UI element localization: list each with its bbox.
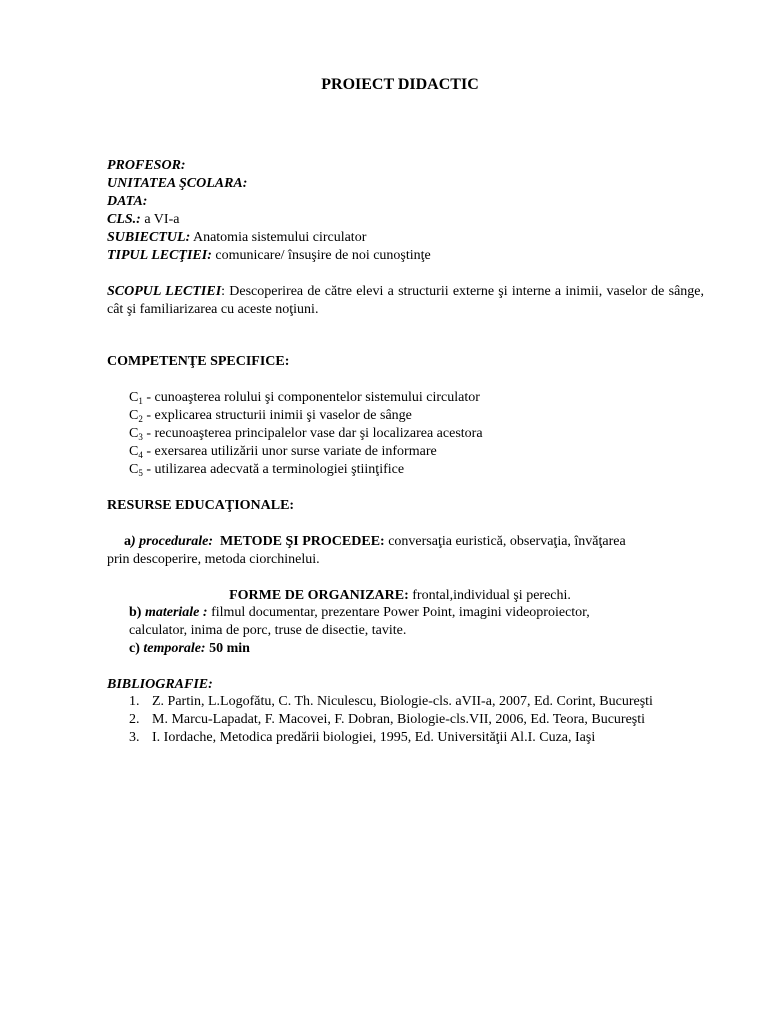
metode-label: METODE ŞI PROCEDEE:: [220, 534, 385, 549]
temporale-label: temporale:: [139, 641, 206, 656]
cls-label: CLS.:: [107, 212, 141, 227]
unitatea-line: [107, 175, 727, 193]
materiale-text-continued: calculator, inima de porc, truse de disectie, tavite.: [129, 623, 407, 638]
data-label: DATA:: [107, 194, 148, 209]
competente-title: COMPETENŢE SPECIFICE:: [107, 354, 290, 369]
forme-line: [0, 587, 768, 605]
scopul-label: SCOPUL LECTIEI: [107, 284, 222, 299]
subiectul-label: SUBIECTUL:: [107, 230, 191, 245]
bibliografie-text: M. Marcu-Lapadat, F. Macovei, F. Dobran, Biologie-cls.VII, 2006, Ed. Teora, Bucureşti: [152, 712, 646, 727]
cls-value: a VI-a: [140, 212, 180, 227]
competenta-code: C: [129, 390, 139, 405]
competenta-code: C: [129, 444, 139, 459]
competenta-sub: 2: [138, 414, 143, 424]
profesor-label: PROFESOR:: [107, 158, 186, 173]
bibliografie-number: 3.: [129, 730, 140, 745]
competenta-item: [129, 407, 483, 425]
competenta-sub: 4: [138, 450, 143, 460]
temporale-line: [129, 640, 250, 658]
subiectul-value: Anatomia sistemului circulator: [190, 230, 367, 245]
scopul-paragraph: [107, 283, 704, 319]
materiale-text: filmul documentar, prezentare Power Point, imagini videoproiector,: [207, 605, 590, 620]
temporale-value: 50 min: [205, 641, 250, 656]
tipul-value: comunicare/ însuşire de noi cunoştinţe: [211, 248, 431, 263]
competenta-item: [129, 443, 483, 461]
header-block: [107, 157, 727, 265]
procedurale-label: ) procedurale:: [131, 534, 214, 549]
competente-list: [129, 389, 483, 479]
bibliografie-number: 1.: [129, 694, 140, 709]
metode-text: conversaţia euristică, observaţia, învăţarea: [384, 534, 626, 549]
materiale-letter: b): [129, 605, 142, 620]
competenta-sub: 3: [138, 432, 143, 442]
bibliografie-text: Z. Partin, L.Logofătu, C. Th. Niculescu, Biologie-cls. aVII-a, 2007, Ed. Corint, Bucureşti: [152, 694, 653, 709]
bibliografie-list: [129, 693, 653, 747]
unitatea-label: UNITATEA ŞCOLARA:: [107, 176, 248, 191]
forme-label: FORME DE ORGANIZARE:: [229, 588, 409, 603]
competenta-text: - explicarea structurii inimii şi vaselor de sânge: [142, 408, 412, 423]
resurse-title: RESURSE EDUCAŢIONALE:: [107, 498, 295, 513]
document-title: PROIECT DIDACTIC: [321, 76, 479, 93]
bibliografie-item: [129, 693, 653, 711]
bibliografie-text: I. Iordache, Metodica predării biologiei, 1995, Ed. Universităţii Al.I. Cuza, Iaşi: [152, 730, 596, 745]
materiale-line: [129, 604, 590, 622]
bibliografie-item: [129, 729, 653, 747]
tipul-label: TIPUL LECŢIEI:: [107, 248, 212, 263]
data-line: [107, 193, 727, 211]
subiectul-line: [107, 229, 727, 247]
procedurale-letter: a: [124, 534, 131, 549]
competenta-code: C: [129, 426, 139, 441]
competenta-item: [129, 461, 483, 479]
competenta-item: [129, 425, 483, 443]
bibliografie-item: [129, 711, 653, 729]
competenta-item: [129, 389, 483, 407]
profesor-line: [107, 157, 727, 175]
competenta-sub: 1: [138, 396, 143, 406]
materiale-label: materiale :: [141, 605, 208, 620]
bibliografie-title: BIBLIOGRAFIE:: [107, 677, 213, 692]
bibliografie-number: 2.: [129, 712, 140, 727]
procedurale-line: [124, 533, 626, 551]
competenta-code: C: [129, 408, 139, 423]
competenta-text: - exersarea utilizării unor surse variate de informare: [142, 444, 437, 459]
metode-text-continued: prin descoperire, metoda ciorchinelui.: [107, 552, 320, 567]
competenta-sub: 5: [138, 468, 143, 478]
competenta-text: - utilizarea adecvată a terminologiei ştiinţifice: [142, 462, 405, 477]
competenta-code: C: [129, 462, 139, 477]
competenta-text: - recunoaşterea principalelor vase dar şi localizarea acestora: [142, 426, 483, 441]
temporale-letter: c): [129, 641, 140, 656]
scopul-text: : Descoperirea de către elevi a structurii externe şi interne a inimii, vaselor de sânge, cât şi familiarizarea cu aceste noţiuni.: [107, 284, 704, 317]
cls-line: [107, 211, 727, 229]
forme-text: frontal,individual şi perechi.: [408, 588, 571, 603]
competenta-text: - cunoaşterea rolului şi componentelor sistemului circulator: [142, 390, 480, 405]
tipul-line: [107, 247, 727, 265]
